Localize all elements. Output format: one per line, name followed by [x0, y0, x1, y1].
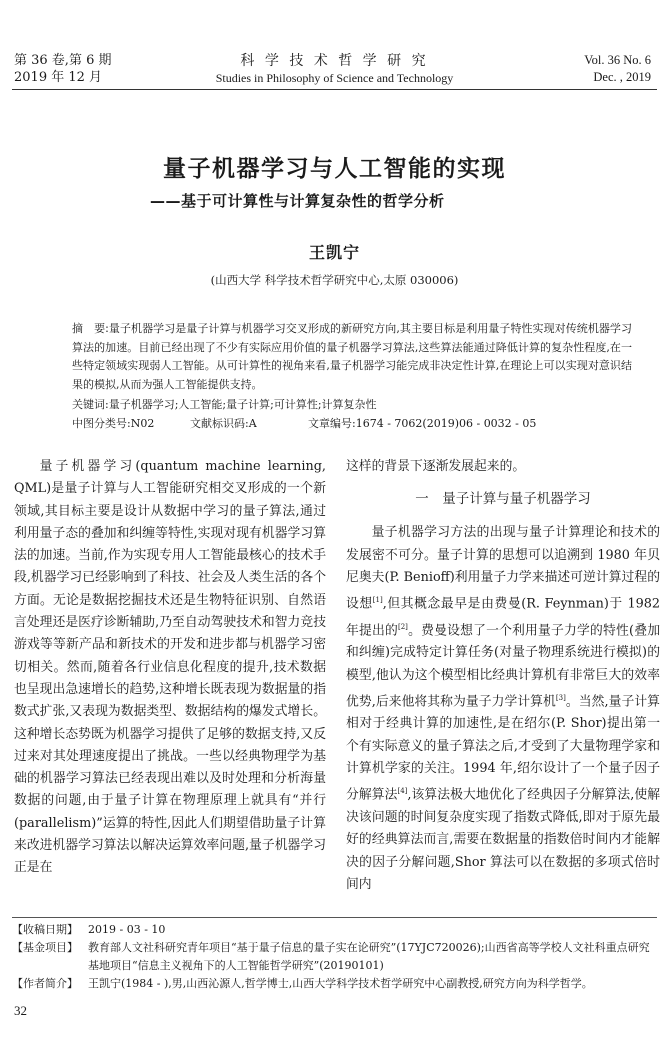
- document-code: 文献标识码:A: [190, 417, 257, 430]
- received-date: 2019 - 03 - 10: [88, 923, 166, 936]
- author-info-label: 【作者简介】: [12, 977, 78, 990]
- citation-ref: [3]: [555, 693, 566, 702]
- fund-label: 【基金项目】: [12, 941, 78, 954]
- header-center: [0, 52, 669, 86]
- paragraph-part-5: ,该算法极大地优化了经典因子分解算法,使解决该问题的时间复杂度实现了指数式降低,即对于原先最好的经典算法而言,需要在数据量的指数倍时间内才能解决的因子分解问题,Shor 算法可以在数据的多项式倍时间内: [346, 787, 661, 892]
- body-column-left: [14, 456, 326, 880]
- journal-name-en: Studies in Philosophy of Science and Technology: [215, 71, 454, 85]
- abstract-text: 量子机器学习是量子计算与机器学习交叉形成的新研究方向,其主要目标是利用量子特性实现对传统机器学习算法的加速。目前已经出现了不少有实际应用价值的量子机器学习算法,这些算法能通过降低计算的复杂性程度,在一些特定领域实现弱人工智能。从可计算性的视角来看,量子机器学习能完成非决定性计算,在理论上可以实现对意识结果的模拟,从而为强人工智能提供支持。: [72, 322, 632, 391]
- page-number: 32: [14, 1003, 27, 1018]
- header-rule: [12, 89, 657, 90]
- footnote-author: [12, 975, 652, 993]
- author-info-text: 王凯宁(1984 - ),男,山西沁源人,哲学博士,山西大学科学技术哲学研究中心副教授,研究方向为科学哲学。: [88, 977, 593, 990]
- section-paragraph: [346, 522, 660, 896]
- paragraph-part-1: 量子机器学习方法的出现与量子计算理论和技术的发展密不可分。量子计算的思想可以追溯到 1980 年贝尼奥夫(P. Benioff)利用量子力学来描述可逆计算过程的设想: [346, 525, 660, 612]
- received-label: 【收稿日期】: [12, 923, 78, 936]
- footnote-rule: [12, 917, 657, 918]
- body-column-right: [346, 456, 660, 896]
- article-subtitle: ——基于可计算性与计算复杂性的哲学分析: [150, 192, 445, 210]
- section-heading: 一 量子计算与量子机器学习: [415, 491, 591, 508]
- article-number: 文章编号:1674 - 7062(2019)06 - 0032 - 05: [308, 417, 537, 430]
- journal-name-cn: 科 学 技 术 哲 学 研 究: [240, 53, 429, 69]
- paragraph-part-4: 。当然,量子计算相对于经典计算的加速性,是在绍尔(P. Shor)提出第一个有实际意义的量子算法之后,才受到了大量物理学家和计算机学家的关注。1994 年,绍尔设计了一个量子因子分解算法: [346, 694, 660, 803]
- footnote-fund: [12, 939, 652, 975]
- author-name: 王凯宁: [308, 243, 360, 262]
- volume-issue-en: Vol. 36 No. 6: [584, 53, 651, 67]
- footnotes: [12, 921, 652, 993]
- intro-continuation: 这样的背景下逐渐发展起来的。: [346, 459, 526, 474]
- date-cn: 2019 年 12 月: [14, 70, 103, 85]
- citation-ref: [2]: [397, 622, 408, 631]
- abstract-label: 摘 要:: [72, 322, 109, 335]
- article-title: 量子机器学习与人工智能的实现: [163, 156, 506, 182]
- citation-ref: [1]: [372, 596, 383, 605]
- header-right: [584, 52, 651, 86]
- author-affiliation: (山西大学 科学技术哲学研究中心,太原 030006): [210, 273, 459, 287]
- intro-paragraph: 量子机器学习(quantum machine learning, QML)是量子计算与人工智能研究相交叉形成的一个新领域,其目标主要是设计从数据中学习的量子算法,通过利用量子态的叠加和纠缠等特性,实现对现有机器学习算法的加速。当前,作为实现专用人工智能最核心的技术手段,机器学习已经影响到了科技、社会及人类生活的各个方面。无论是数据挖掘技术还是生物特征识别、自然语言处理还是医疗诊断辅助,乃至自动驾驶技术和智力竞技游戏等等新产品和新技术的开发和进步都与机器学习密切相关。然而,随着各行业信息化程度的提升,技术数据也呈现出急速增长的趋势,这种增长既表现为数据量的指数式扩张,又表现为数据类型、数据结构的爆发式增长。这种增长态势既为机器学习提供了足够的数据支持,又反过来对其处理速度提出了挑战。一些以经典物理学为基础的机器学习算法已经表现出难以及时处理和分析海量数据的问题,由于量子计算在物理原理上就具有“并行(parallelism)”运算的特性,因此人们期望借助量子计算来改进机器学习算法以解决运算效率问题,量子机器学习正是在: [14, 459, 326, 876]
- clc-number: 中图分类号:N02: [72, 417, 155, 430]
- keywords: 关键词:量子机器学习;人工智能;量子计算;可计算性;计算复杂性: [72, 398, 377, 411]
- abstract: [72, 320, 632, 394]
- footnote-received: [12, 921, 652, 939]
- paragraph-part-3: 。费曼设想了一个利用量子力学的特性(叠加和纠缠)完成特定计算任务(对量子物理系统进行模拟)的模型,他认为这个模型相比经典计算机有非常巨大的效率优势,后来他将其称为量子力学计算机: [346, 623, 660, 710]
- date-en: Dec. , 2019: [593, 70, 651, 84]
- fund-text: 教育部人文社科研究青年项目“基于量子信息的量子实在论研究”(17YJC720026);山西省高等学校人文社科重点研究基地项目“信息主义视角下的人工智能哲学研究”(20190101): [88, 941, 650, 972]
- volume-issue-cn: 第 36 卷,第 6 期: [14, 53, 112, 68]
- citation-ref: [4]: [397, 787, 408, 796]
- paragraph-part-2: ,但其概念最早是由费曼(R. Feynman)于 1982 年提出的: [346, 596, 661, 639]
